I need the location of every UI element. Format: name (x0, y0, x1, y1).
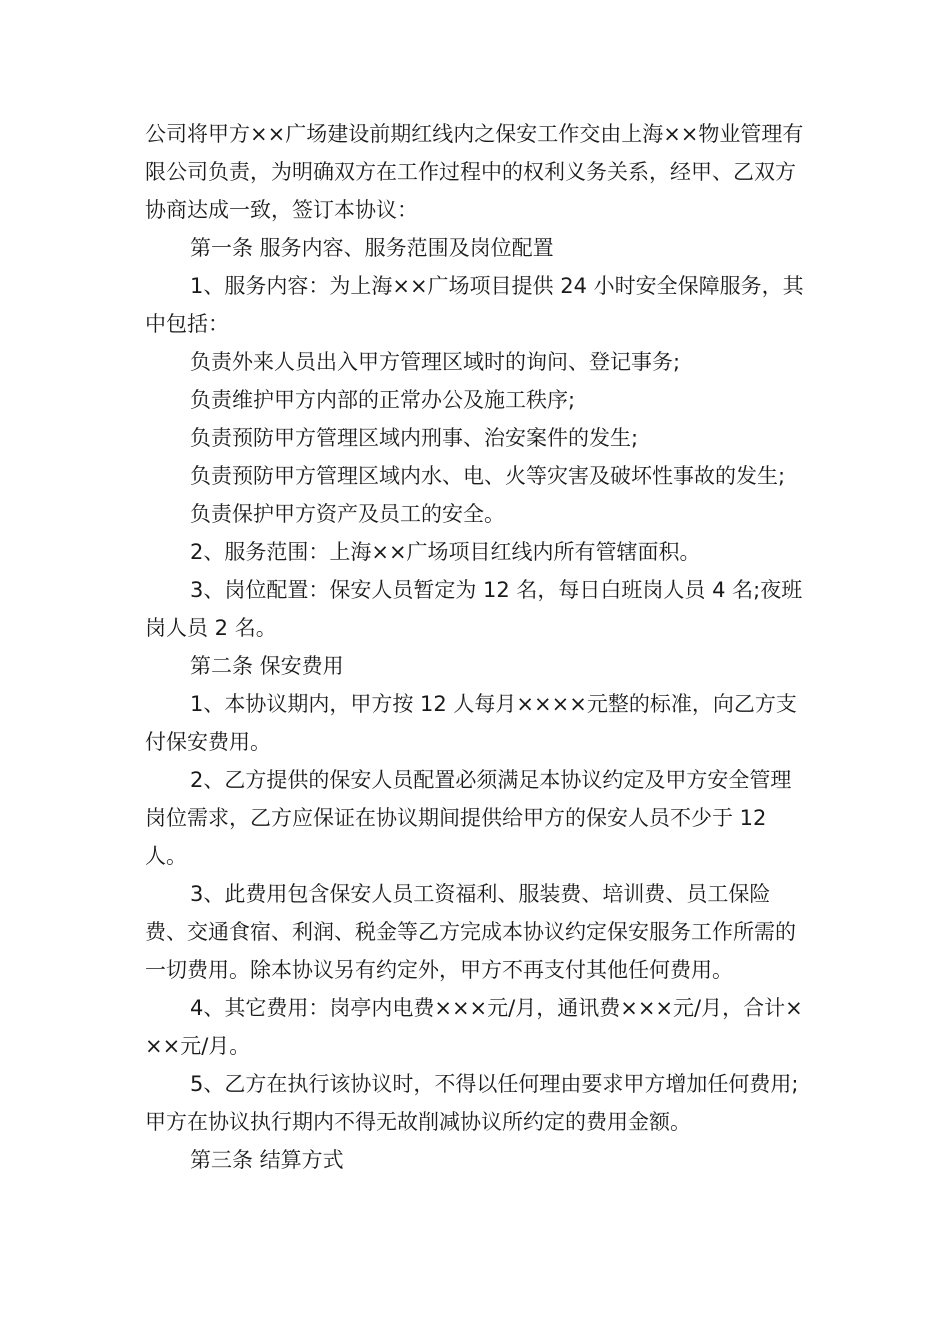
section-heading-2: 第二条 保安费用 (190, 654, 344, 678)
paragraph: 2、服务范围：上海××广场项目红线内所有管辖面积。 (190, 540, 701, 564)
document-page (145, 115, 810, 1179)
paragraph: 负责预防甲方管理区域内刑事、治安案件的发生; (190, 426, 639, 450)
paragraph: 4、其它费用：岗亭内电费×××元/月，通讯费×××元/月，合计×××元/月。 (145, 996, 803, 1058)
section-heading-3: 第三条 结算方式 (190, 1148, 344, 1172)
paragraph: 5、乙方在执行该协议时，不得以任何理由要求甲方增加任何费用;甲方在协议执行期内不得无故削减协议所约定的费用金额。 (145, 1072, 799, 1134)
paragraph: 负责保护甲方资产及员工的安全。 (190, 502, 505, 526)
paragraph: 3、岗位配置：保安人员暂定为 12 名，每日白班岗人员 4 名;夜班岗人员 2 名。 (145, 578, 803, 640)
paragraph: 2、乙方提供的保安人员配置必须满足本协议约定及甲方安全管理岗位需求，乙方应保证在协议期间提供给甲方的保安人员不少于 12 人。 (145, 768, 792, 868)
paragraph: 负责维护甲方内部的正常办公及施工秩序; (190, 388, 576, 412)
paragraph: 负责外来人员出入甲方管理区域时的询问、登记事务; (190, 350, 681, 374)
paragraph-intro: 公司将甲方××广场建设前期红线内之保安工作交由上海××物业管理有限公司负责，为明确双方在工作过程中的权利义务关系，经甲、乙双方协商达成一致，签订本协议： (145, 122, 804, 222)
paragraph: 负责预防甲方管理区域内水、电、火等灾害及破坏性事故的发生; (190, 464, 786, 488)
paragraph: 1、服务内容：为上海××广场项目提供 24 小时安全保障服务，其中包括： (145, 274, 804, 336)
section-heading-1: 第一条 服务内容、服务范围及岗位配置 (190, 236, 554, 260)
paragraph: 1、本协议期内，甲方按 12 人每月××××元整的标准，向乙方支付保安费用。 (145, 692, 797, 754)
paragraph: 3、此费用包含保安人员工资福利、服装费、培训费、员工保险费、交通食宿、利润、税金等乙方完成本协议约定保安服务工作所需的一切费用。除本协议另有约定外，甲方不再支付其他任何费用。 (145, 882, 796, 982)
